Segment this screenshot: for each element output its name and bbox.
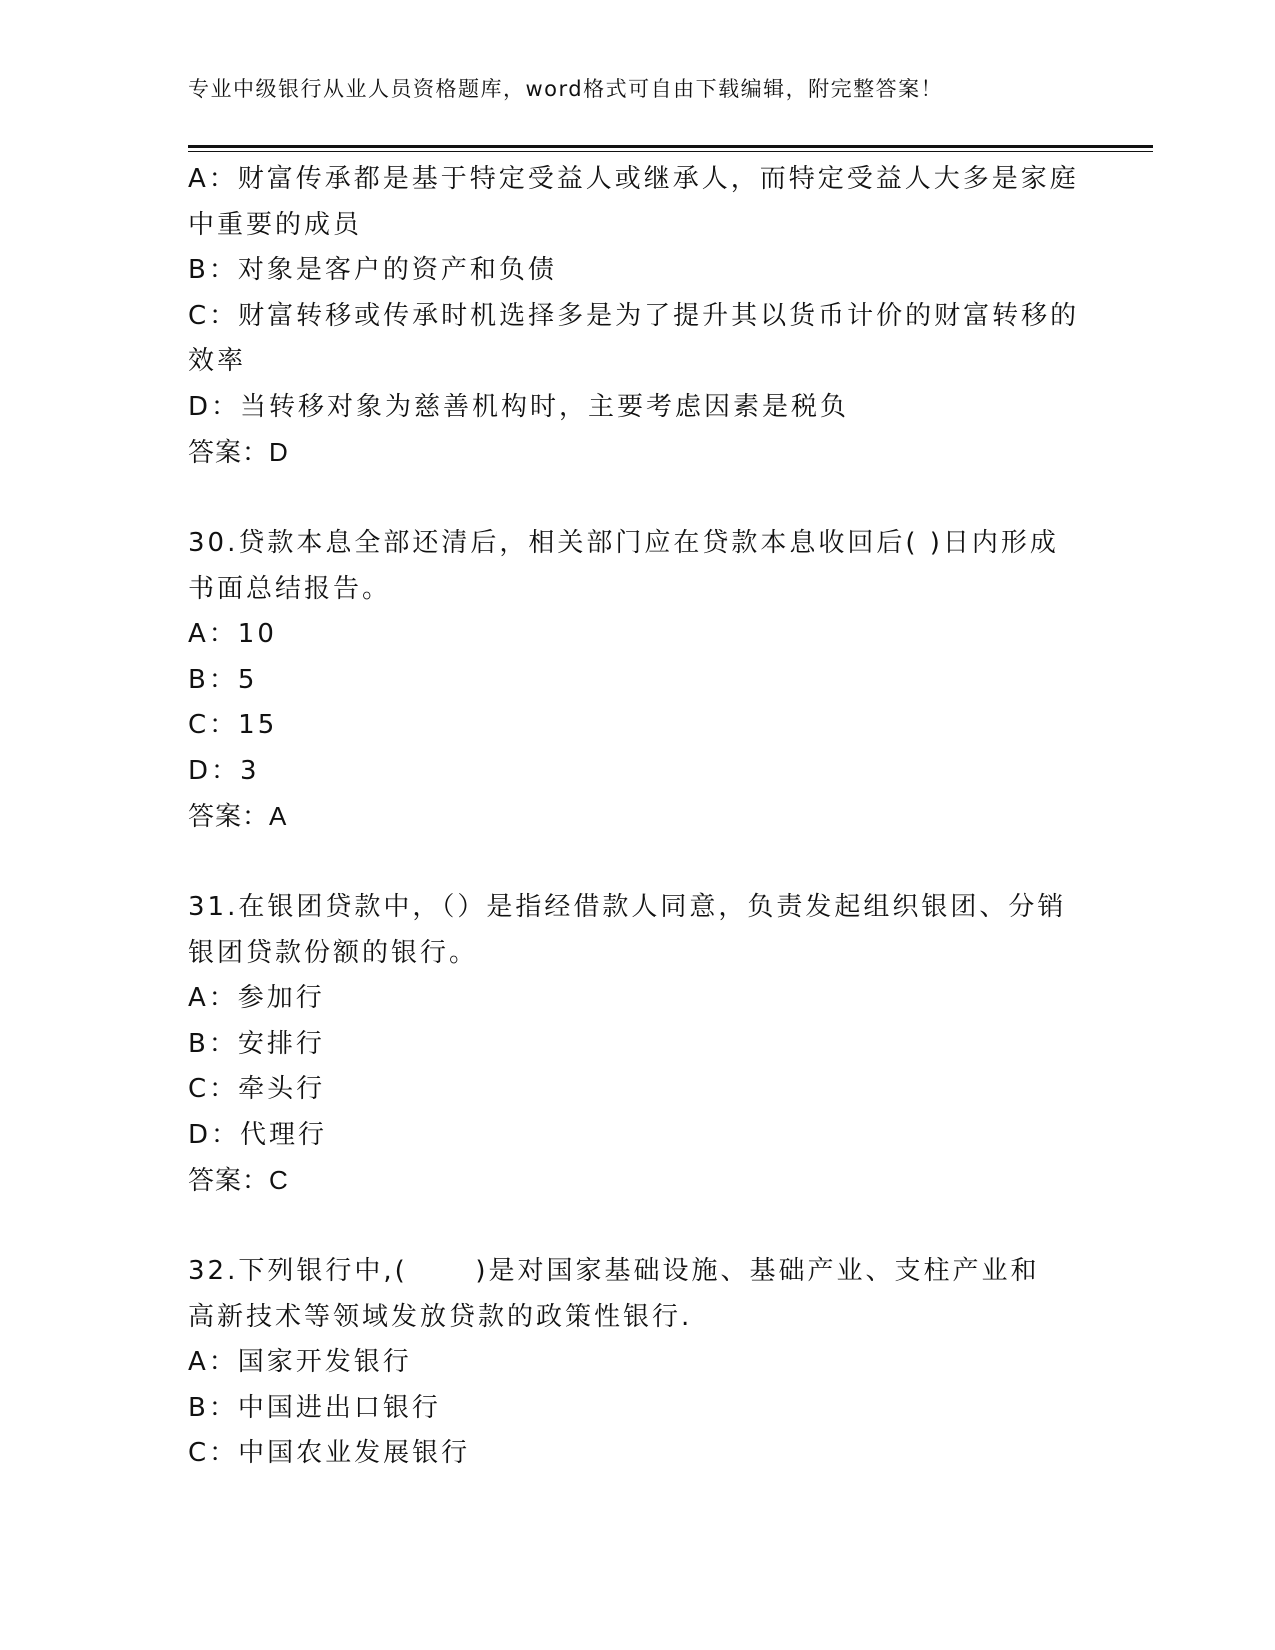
header-divider-thick [188, 145, 1153, 148]
question-29 [188, 157, 1088, 476]
spacer [188, 840, 1088, 886]
option-b: B：5 [188, 664, 258, 695]
option-d: D：3 [188, 755, 260, 786]
option-a: A：国家开发银行 [188, 1347, 412, 1377]
spacer [188, 476, 1088, 522]
option-b: B：安排行 [188, 1028, 325, 1059]
question-31 [188, 885, 1088, 1204]
question-stem-line-2: 高新技术等领域发放贷款的政策性银行. [188, 1301, 693, 1332]
option-a-line-2: 中重要的成员 [188, 209, 363, 240]
option-c: C：牵头行 [188, 1074, 326, 1104]
header-divider-thin [188, 151, 1153, 152]
option-c-line-1: C：财富转移或传承时机选择多是为了提升其以货币计价的财富转移的 [188, 300, 1080, 331]
question-stem-line-2: 银团贷款份额的银行。 [188, 937, 479, 968]
question-stem-line-1: 32.下列银行中,( )是对国家基础设施、基础产业、支柱产业和 [188, 1256, 1040, 1286]
answer: 答案：C [188, 1165, 289, 1195]
answer: 答案：A [188, 801, 288, 831]
option-c: C：中国农业发展银行 [188, 1438, 471, 1468]
question-stem-line-1: 30.贷款本息全部还清后，相关部门应在贷款本息收回后( )日内形成 [188, 528, 1059, 558]
question-content [188, 157, 1088, 1477]
question-stem-line-2: 书面总结报告。 [188, 573, 392, 604]
option-b: B：对象是客户的资产和负债 [188, 255, 557, 285]
option-c: C：15 [188, 710, 278, 740]
question-30 [188, 521, 1088, 840]
option-b: B：中国进出口银行 [188, 1392, 441, 1423]
page-header: 专业中级银行从业人员资格题库，word格式可自由下载编辑，附完整答案！ [188, 77, 944, 101]
option-c-line-2: 效率 [188, 346, 247, 376]
option-a: A：10 [188, 619, 277, 649]
option-d: D：当转移对象为慈善机构时，主要考虑因素是税负 [188, 391, 850, 422]
option-a-line-1: A：财富传承都是基于特定受益人或继承人，而特定受益人大多是家庭 [188, 164, 1079, 194]
spacer [188, 1204, 1088, 1250]
option-a: A：参加行 [188, 983, 325, 1013]
answer: 答案：D [188, 437, 289, 467]
option-d: D：代理行 [188, 1119, 328, 1150]
question-32 [188, 1249, 1088, 1477]
question-stem-line-1: 31.在银团贷款中，（）是指经借款人同意，负责发起组织银团、分销 [188, 892, 1067, 922]
